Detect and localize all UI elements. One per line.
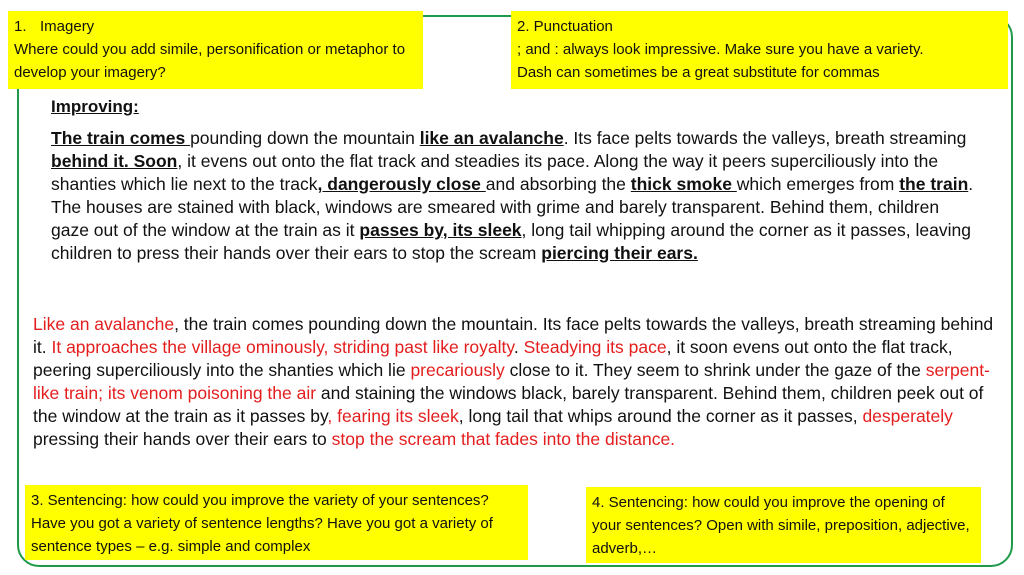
improving-segment-highlight: behind it. Soon bbox=[51, 151, 178, 171]
improved-segment-highlight: Like an avalanche bbox=[33, 314, 175, 334]
improving-segment-highlight: passes by, its sleek bbox=[359, 220, 522, 240]
improving-segment-text: . The houses are stained with black, windows are smeared with grime and barely transparent. Behind them, children gaze out of the window at the train as it bbox=[51, 174, 974, 240]
improving-segment-text: . Its face pelts towards the valleys, breath streaming bbox=[563, 128, 967, 148]
improved-segment-text: . bbox=[513, 337, 524, 357]
imagery-note bbox=[8, 11, 423, 89]
imagery-note-text: Where could you add simile, personification or metaphor to develop your imagery? bbox=[14, 41, 406, 81]
improving-segment-text: , long tail whipping around the corner as it passes, leaving children to press their hands over their ears to stop the scream bbox=[51, 220, 971, 263]
improving-segment-text: and absorbing the bbox=[485, 174, 631, 194]
punctuation-note bbox=[511, 11, 1008, 89]
improving-heading: Improving: bbox=[51, 97, 139, 116]
improved-segment-highlight: Steadying its pace bbox=[523, 337, 667, 357]
improving-segment-text: which emerges from bbox=[736, 174, 900, 194]
sentence-variety-note-text: 3. Sentencing: how could you improve the variety of your sentences? Have you got a variety of sentence lengths? Have you got a variety of sentence types – e.g. simple and complex bbox=[31, 492, 493, 555]
imagery-note-number: 1. bbox=[14, 18, 27, 35]
punctuation-note-title: 2. Punctuation bbox=[517, 18, 613, 35]
improved-segment-highlight: stop the scream that fades into the distance. bbox=[331, 429, 676, 449]
improved-segment-text: and staining the windows black, barely transparent. Behind them, children peek out of the window at the train as it passes by bbox=[33, 383, 984, 426]
punctuation-note-line-2: Dash can sometimes be a great substitute for commas bbox=[517, 64, 880, 81]
improving-segment-text: pounding down the mountain bbox=[190, 128, 420, 148]
improved-segment-highlight: , fearing its sleek bbox=[327, 406, 459, 426]
improving-paragraph bbox=[51, 127, 981, 265]
improving-segment-text: , it evens out onto the flat track and steadies its pace. Along the way it peers superciliously into the shanties which lie next to the track bbox=[51, 151, 939, 194]
improved-segment-highlight: precariously bbox=[410, 360, 505, 380]
improved-segment-highlight: desperately bbox=[862, 406, 953, 426]
improving-segment-highlight: The train comes bbox=[51, 128, 191, 148]
improved-segment-text: , it soon evens out onto the flat track, peering superciliously into the shanties which lie bbox=[33, 337, 953, 380]
improved-segment-text: , long tail that whips around the corner as it passes, bbox=[458, 406, 863, 426]
sentence-variety-note bbox=[25, 485, 528, 560]
improved-paragraph bbox=[33, 313, 998, 451]
improved-segment-text: pressing their hands over their ears to bbox=[33, 429, 332, 449]
improving-segment-highlight: , dangerously close bbox=[317, 174, 486, 194]
improved-segment-highlight: It approaches the village ominously, striding past like royalty bbox=[51, 337, 514, 357]
improved-segment-highlight: serpent-like train; its venom poisoning the air bbox=[33, 360, 990, 403]
improved-segment-text: , the train comes pounding down the mountain. Its face pelts towards the valleys, breath streaming behind it. bbox=[33, 314, 994, 357]
imagery-note-heading bbox=[14, 15, 417, 38]
improving-segment-highlight: thick smoke bbox=[630, 174, 737, 194]
improved-segment-text: close to it. They seem to shrink under the gaze of the bbox=[504, 360, 926, 380]
improving-segment-highlight: the train bbox=[899, 174, 969, 194]
improving-segment-highlight: piercing their ears. bbox=[541, 243, 698, 263]
imagery-note-title: Imagery bbox=[40, 18, 95, 35]
sentence-opening-note bbox=[586, 487, 981, 563]
punctuation-note-line-1: ; and : always look impressive. Make sure you have a variety. bbox=[517, 41, 924, 58]
sentence-opening-note-text: 4. Sentencing: how could you improve the opening of your sentences? Open with simile, preposition, adjective, adverb,… bbox=[592, 494, 970, 557]
improving-segment-highlight: like an avalanche bbox=[419, 128, 564, 148]
